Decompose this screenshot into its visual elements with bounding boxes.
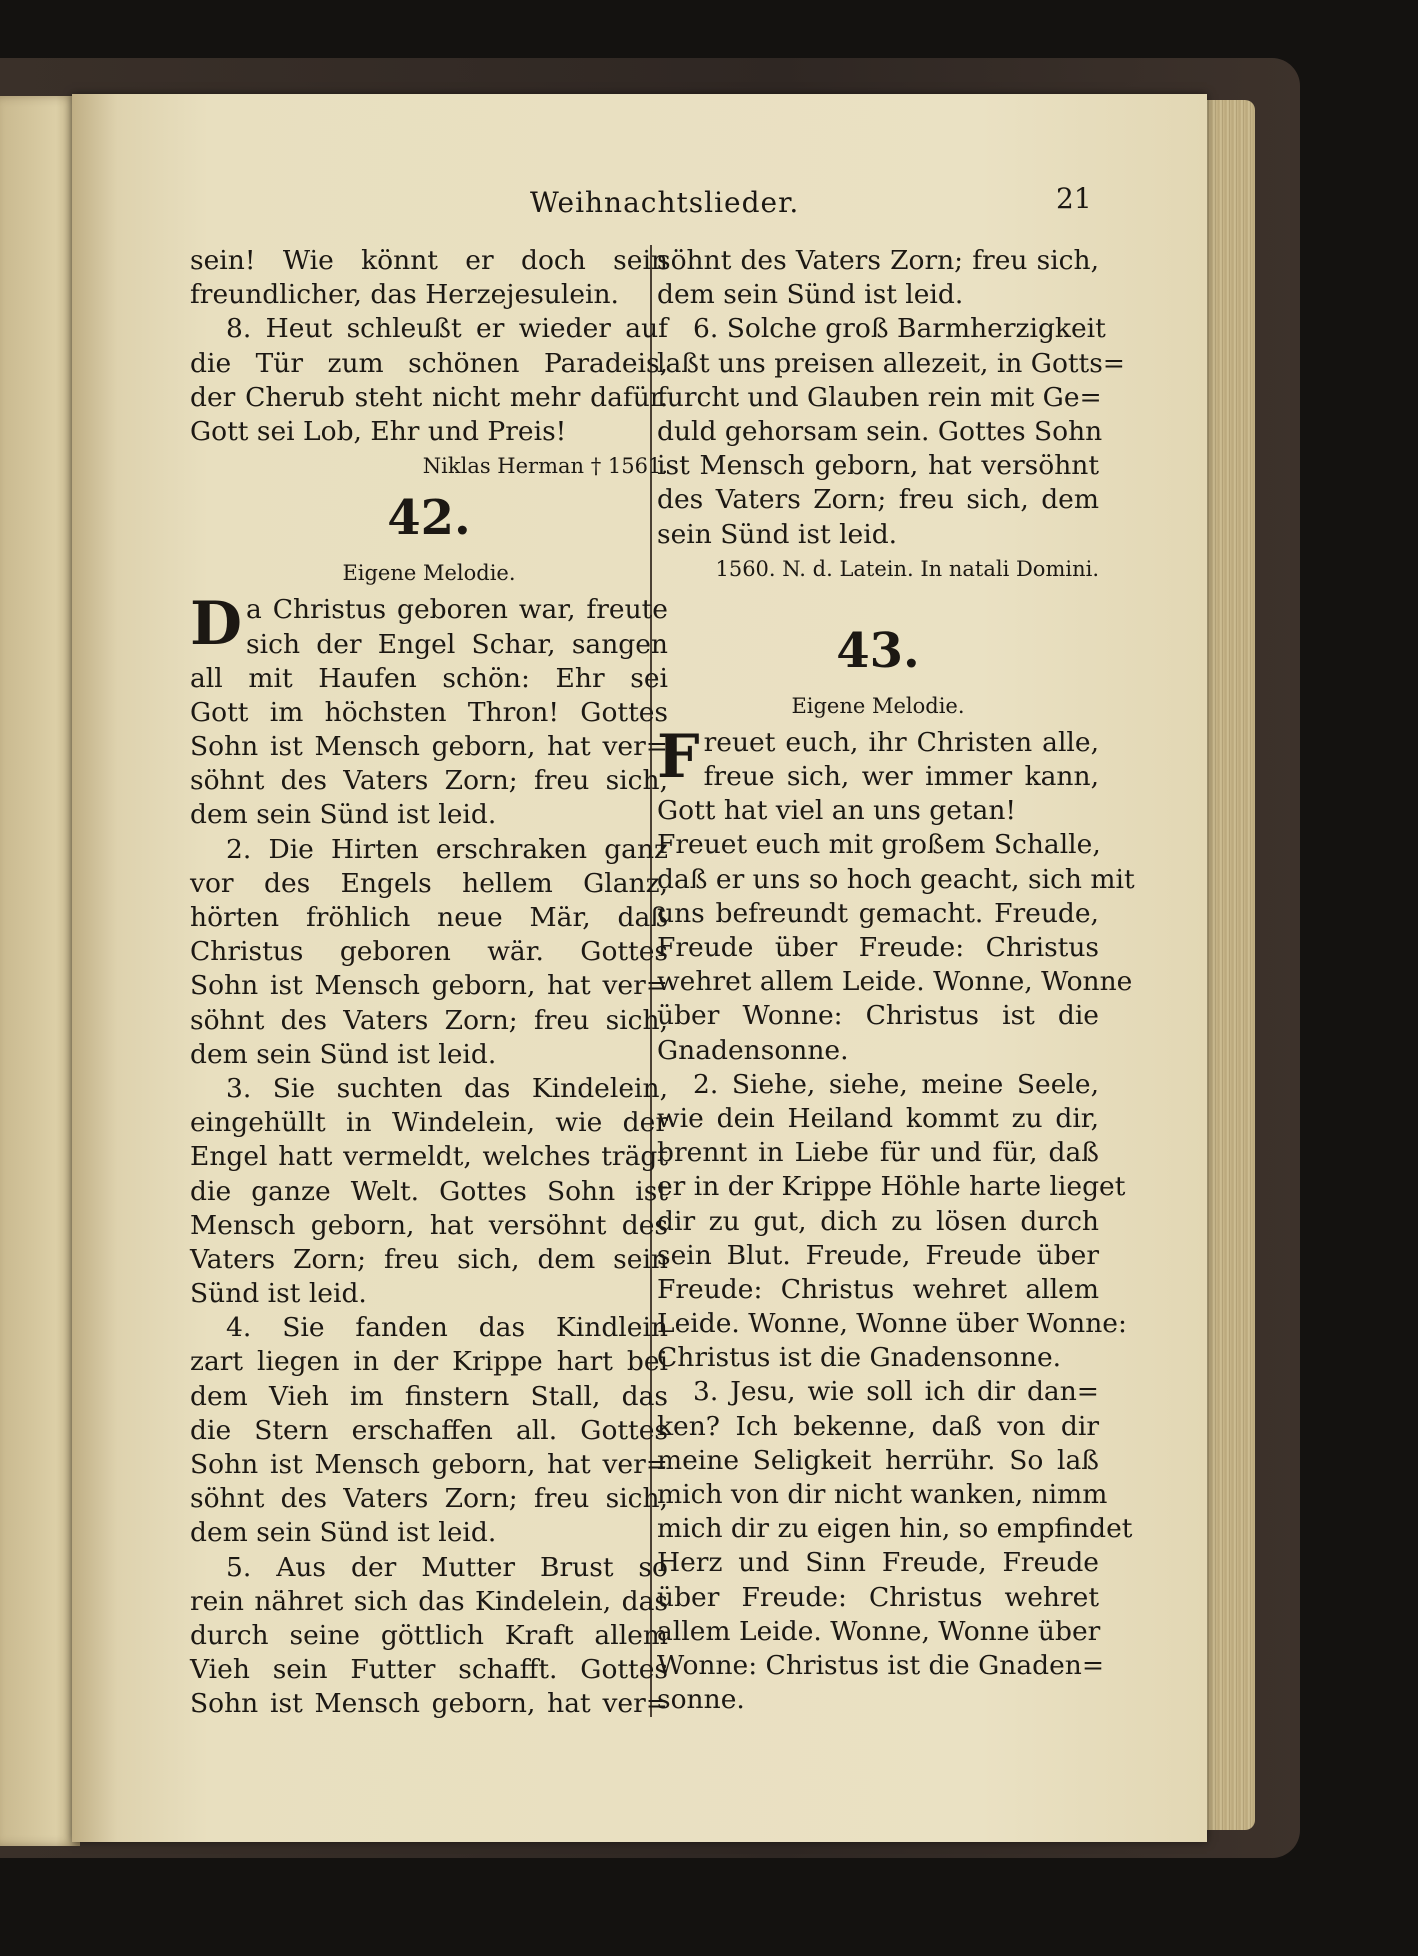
verse-line: Gott im höchsten Thron! Gottes: [190, 696, 668, 728]
verse-line: meine Seligkeit herrühr. So laß: [657, 1444, 1099, 1476]
verse-line: sich der Engel Schar, sangen: [246, 628, 668, 660]
text-line: sein! Wie könnt er doch sein: [190, 245, 668, 276]
attribution: Niklas Herman † 1561.: [422, 454, 668, 479]
verse-line: 3. Jesu, wie soll ich dir dan=: [693, 1376, 1099, 1408]
verse-line: 4. Sie fanden das Kindlein: [226, 1312, 668, 1344]
left-column: [190, 244, 668, 1722]
verse-line: a Christus geboren war, freute: [246, 594, 668, 626]
verse-line: Mensch geborn, hat versöhnt des: [190, 1209, 668, 1241]
verse-line: Gott hat viel an uns getan!: [657, 795, 1017, 827]
verse-line: dem sein Sünd ist leid.: [190, 799, 497, 831]
verse-line: 6. Solche groß Barmherzigkeit: [693, 313, 1106, 345]
verse-line: 2. Die Hirten erschraken ganz: [226, 833, 668, 865]
verse-line: sonne.: [657, 1684, 745, 1716]
verse-line: laßt uns preisen allezeit, in Gotts=: [657, 347, 1126, 379]
verse-line: söhnt des Vaters Zorn; freu sich,: [190, 1483, 668, 1515]
page-number: 21: [1056, 182, 1092, 215]
verse-line: dem sein Sünd ist leid.: [190, 1517, 497, 1549]
verse-line: Christus geboren wär. Gottes: [190, 936, 668, 968]
verse-line: ken? Ich bekenne, daß von dir: [657, 1410, 1099, 1442]
verse-line: ist Mensch geborn, hat versöhnt: [657, 450, 1099, 482]
verse-line: Freude über Freude: Christus: [657, 932, 1099, 963]
text-line: freundlicher, das Herzejesulein.: [190, 279, 619, 311]
hymn-number: 42.: [387, 490, 471, 547]
verse-line: sein Blut. Freude, Freude über: [657, 1239, 1099, 1271]
verse-line: mich von dir nicht wanken, nimm: [657, 1479, 1108, 1510]
verse-line: dem sein Sünd ist leid.: [190, 1038, 497, 1070]
right-column: [657, 244, 1135, 1717]
verse-line: Wonne: Christus ist die Gnaden=: [657, 1649, 1105, 1681]
verse-line: 2. Siehe, siehe, meine Seele,: [693, 1068, 1099, 1100]
attribution: 1560. N. d. Latein. In natali Domini.: [715, 556, 1099, 581]
verse-line: hörten fröhlich neue Mär, daß: [190, 902, 668, 933]
verse-line: dem Vieh im finstern Stall, das: [190, 1380, 668, 1412]
drop-cap: D: [190, 589, 243, 660]
verse-line: er in der Krippe Höhle harte lieget: [657, 1171, 1126, 1203]
drop-cap: F: [657, 721, 700, 792]
verse-line: Leide. Wonne, Wonne über Wonne:: [657, 1308, 1127, 1340]
verse-line: Sohn ist Mensch geborn, hat ver=: [190, 1688, 668, 1720]
verse-line: des Vaters Zorn; freu sich, dem: [657, 484, 1099, 516]
verse-line: freue sich, wer immer kann,: [703, 761, 1099, 793]
verse-line: die ganze Welt. Gottes Sohn ist: [190, 1175, 668, 1207]
verse-line: 3. Sie suchten das Kindelein,: [226, 1072, 668, 1104]
verse-line: Sünd ist leid.: [190, 1278, 367, 1310]
verse-line: wie dein Heiland kommt zu dir,: [657, 1102, 1099, 1134]
verse-line: Vieh sein Futter schafft. Gottes: [190, 1654, 668, 1686]
verse-line: 5. Aus der Mutter Brust so: [226, 1551, 668, 1583]
text-line: söhnt des Vaters Zorn; freu sich,: [657, 245, 1099, 276]
melody-label: Eigene Melodie.: [791, 693, 965, 718]
verse-line: söhnt des Vaters Zorn; freu sich,: [190, 1004, 668, 1036]
verse-line: Sohn ist Mensch geborn, hat ver=: [190, 1449, 668, 1480]
verse-line: Vaters Zorn; freu sich, dem sein: [190, 1243, 668, 1275]
verse-line: die Stern erschaffen all. Gottes: [190, 1414, 668, 1446]
verse-line: über Wonne: Christus ist die: [657, 1000, 1099, 1032]
verse-line: Gnadensonne.: [657, 1034, 849, 1066]
verse-line: uns befreundt gemacht. Freude,: [657, 897, 1099, 929]
verse-line: der Cherub steht nicht mehr dafür.: [190, 381, 668, 413]
verse-line: durch seine göttlich Kraft allem: [190, 1619, 668, 1651]
verse-line: Engel hatt vermeldt, welches trägt: [190, 1141, 668, 1173]
verse-line: dir zu gut, dich zu lösen durch: [657, 1205, 1099, 1237]
verse-line: Sohn ist Mensch geborn, hat ver=: [190, 731, 668, 763]
left-page-edge: [0, 96, 80, 1846]
text-line: dem sein Sünd ist leid.: [657, 279, 964, 311]
verse-line: Freude: Christus wehret allem: [657, 1273, 1099, 1305]
verse-line: duld gehorsam sein. Gottes Sohn: [657, 415, 1103, 447]
verse-line: vor des Engels hellem Glanz,: [190, 867, 668, 899]
verse-line: Herz und Sinn Freude, Freude: [657, 1547, 1099, 1579]
verse-line: all mit Haufen schön: Ehr sei: [190, 662, 668, 694]
verse-line: reuet euch, ihr Christen alle,: [703, 726, 1099, 758]
verse-line: brennt in Liebe für und für, daß: [657, 1137, 1099, 1169]
verse-line: wehret allem Leide. Wonne, Wonne: [657, 966, 1133, 998]
verse-line: Sohn ist Mensch geborn, hat ver=: [190, 970, 668, 1002]
verse-line: eingehüllt in Windelein, wie der: [190, 1107, 668, 1139]
running-head: Weihnachtslieder.: [530, 186, 800, 219]
verse-line: sein Sünd ist leid.: [657, 518, 898, 550]
verse-line: Freuet euch mit großem Schalle,: [657, 829, 1101, 861]
verse-line: zart liegen in der Krippe hart bei: [190, 1346, 668, 1378]
verse-line: mich dir zu eigen hin, so empfindet: [657, 1513, 1133, 1545]
verse-line: furcht und Glauben rein mit Ge=: [657, 381, 1102, 413]
verse-line: über Freude: Christus wehret: [657, 1581, 1099, 1613]
verse-line: 8. Heut schleußt er wieder auf: [226, 313, 668, 345]
spacer: [657, 586, 1099, 616]
verse-line: allem Leide. Wonne, Wonne über: [657, 1615, 1101, 1647]
melody-label: Eigene Melodie.: [342, 561, 516, 586]
verse-line: Gott sei Lob, Ehr und Preis!: [190, 415, 567, 447]
verse-line: daß er uns so hoch geacht, sich mit: [657, 863, 1135, 895]
verse-line: Christus ist die Gnadensonne.: [657, 1342, 1062, 1374]
verse-line: söhnt des Vaters Zorn; freu sich,: [190, 765, 668, 797]
hymn-number: 43.: [836, 622, 920, 679]
verse-line: die Tür zum schönen Paradeis,: [190, 347, 668, 379]
verse-line: rein nähret sich das Kindelein, das: [190, 1585, 668, 1617]
